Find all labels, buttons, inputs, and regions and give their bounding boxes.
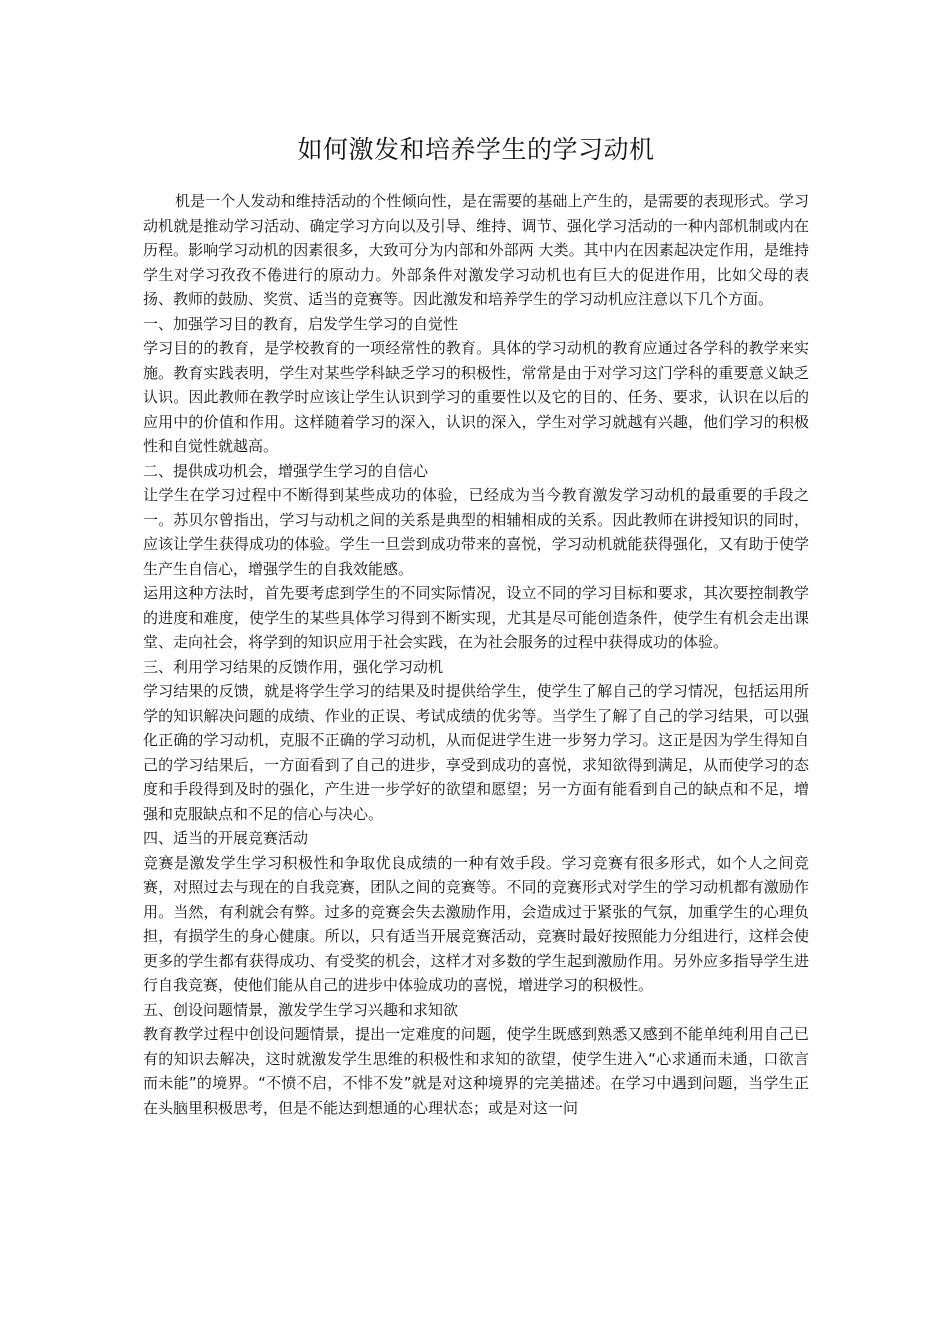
section-3 (143, 655, 809, 827)
section-paragraph: 教育教学过程中创设问题情景，提出一定难度的问题，使学生既感到熟悉又感到不能单纯利用自己已有的知识去解决，这时就激发学生思维的积极性和求知的欲望，使学生进入“心求通而未通，口欲言而未能”的境界。“不愤不启，不悱不发”就是对这种境界的完美描述。在学习中遇到问题，当学生正在头脑里积极思考，但是不能达到想通的心理状态；或是对这一问 (143, 1025, 809, 1117)
section-heading: 四、适当的开展竞赛活动 (143, 829, 309, 847)
section-paragraph: 运用这种方法时，首先要考虑到学生的不同实际情况，设立不同的学习目标和要求，其次要控制教学的进度和难度，使学生的某些具体学习得到不断实现，尤其是尽可能创造条件，使学生有机会走出课堂、走向社会，将学到的知识应用于社会实践，在为社会服务的过程中获得成功的体验。 (143, 584, 809, 651)
section-paragraph: 竞赛是激发学生学习积极性和争取优良成绩的一种有效手段。学习竞赛有很多形式，如个人之间竞赛，对照过去与现在的自我竞赛，团队之间的竞赛等。不同的竞赛形式对学生的学习动机都有激励作用。当然，有利就会有弊。过多的竞赛会失去激励作用，会造成过于紧张的气氛，加重学生的心理负担，有损学生的身心健康。所以，只有适当开展竞赛活动，竞赛时最好按照能力分组进行，这样会使更多的学生都有获得成功、有受奖的机会，这样才对多数的学生起到激励作用。另外应多指导学生进行自我竞赛，使他们能从自己的进步中体验成功的喜悦，增进学习的积极性。 (143, 853, 809, 994)
section-heading: 一、加强学习目的教育，启发学生学习的自觉性 (143, 314, 459, 333)
section-1 (143, 312, 809, 459)
section-heading: 二、提供成功机会，增强学生学习的自信心 (143, 461, 429, 480)
intro-paragraph: 机是一个人发动和维持活动的个性倾向性，是在需要的基础上产生的，是需要的表现形式。学习动机就是推动学习活动、确定学习方向以及引导、维持、调节、强化学习活动的一种内部机制或内在历程。影响学习动机的因素很多，大致可分为内部和外部两 大类。其中内在因素起决定作用，是维持学生对学习孜孜不倦进行的原动力。外部条件对激发学习动机也有巨大的促进作用，比如父母的表扬、教师的鼓励、奖赏、适当的竞赛等。因此激发和培养学生的学习动机应注意以下几个方面。 (143, 192, 809, 308)
section-heading: 五、创设问题情景，激发学生学习兴趣和求知欲 (143, 1000, 459, 1019)
section-5 (143, 998, 809, 1121)
section-2 (143, 459, 809, 655)
section-4 (143, 826, 809, 998)
section-heading: 三、利用学习结果的反馈作用，强化学习动机 (143, 657, 444, 676)
section-paragraph: 学习结果的反馈，就是将学生学习的结果及时提供给学生，使学生了解自己的学习情况，包括运用所学的知识解决问题的成绩、作业的正误、考试成绩的优劣等。当学生了解了自己的学习结果，可以强化正确的学习动机，克服不正确的学习动机，从而促进学生进一步努力学习。这正是因为学生得知自己的学习结果后，一方面看到了自己的进步，享受到成功的喜悦，求知欲得到满足，从而使学习的态度和手段得到及时的强化，产生进一步学好的欲望和愿望；另一方面有能看到自己的缺点和不足，增强和克服缺点和不足的信心与决心。 (143, 682, 809, 823)
section-paragraph: 让学生在学习过程中不断得到某些成功的体验，已经成为当今教育激发学习动机的最重要的手段之一。苏贝尔曾指出，学习与动机之间的关系是典型的相辅相成的关系。因此教师在讲授知识的同时，应该让学生获得成功的体验。学生一旦尝到成功带来的喜悦，学习动机就能获得强化，又有助于使学生产生自信心，增强学生的自我效能感。 (143, 486, 809, 578)
document-page (143, 128, 809, 1120)
document-title: 如何激发和培养学生的学习动机 (297, 135, 655, 164)
section-paragraph: 学习目的的教育，是学校教育的一项经常性的教育。具体的学习动机的教育应通过各学科的教学来实施。教育实践表明，学生对某些学科缺乏学习的积极性，常常是由于对学习这门学科的重要意义缺乏认识。因此教师在教学时应该让学生认识到学习的重要性以及它的目的、任务、要求，认识在以后的应用中的价值和作用。这样随着学习的深入，认识的深入，学生对学习就越有兴趣，他们学习的积极性和自觉性就越高。 (143, 339, 809, 455)
